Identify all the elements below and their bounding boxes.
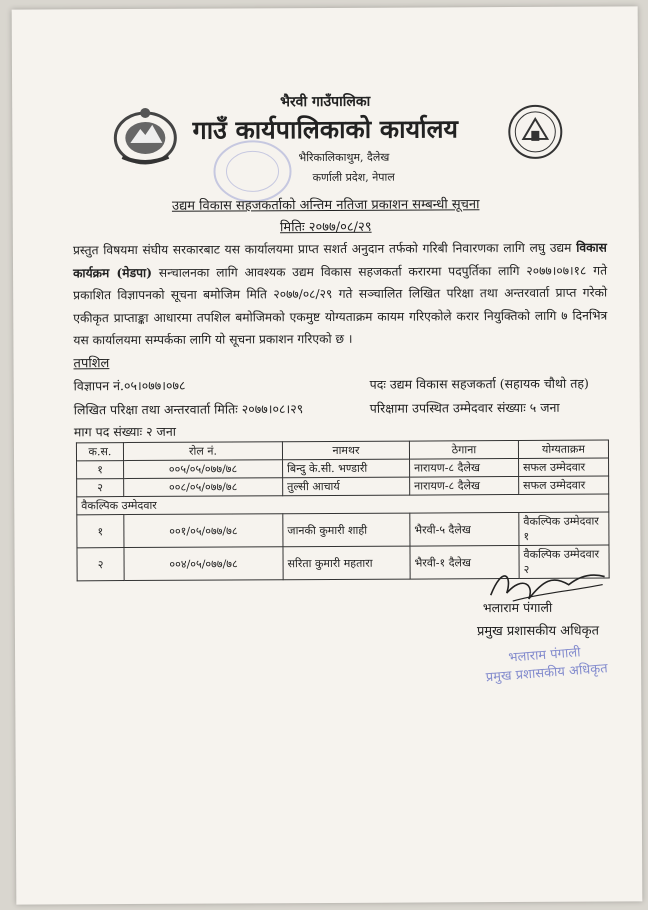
alt-candidates-label: वैकल्पिक उम्मेदवार (77, 494, 609, 515)
notice-subject: उद्यम विकास सहजकर्ताको अन्तिम नतिजा प्रकाशन सम्बन्धी सूचना (171, 197, 480, 214)
col-roll: रोल नं. (123, 442, 282, 461)
cell-roll: ००४/०५/०७७/७८ (124, 547, 283, 581)
cell-name: बिन्दु के.सी. भण्डारी (283, 459, 410, 478)
cell-sn: २ (77, 548, 124, 581)
cell-address: नारायण-८ दैलेख (410, 458, 519, 477)
cell-sn: २ (77, 479, 124, 497)
cell-roll: ००५/०५/०७७/७८ (124, 460, 283, 479)
address-line-1: भैरिकालिकाथुम, दैलेख (298, 150, 390, 165)
cell-roll: ००८/०५/०७७/७८ (124, 478, 283, 497)
cell-rank: वैकल्पिक उम्मेदवार १ (519, 512, 609, 545)
col-address: ठेगाना (409, 440, 518, 459)
col-rank: योग्यताक्रम (518, 440, 608, 458)
cell-address: नारायण-८ दैलेख (410, 476, 519, 495)
signatory-name: भलाराम पंगाली (482, 599, 553, 616)
cell-rank: वैकल्पिक उम्मेदवार २ (519, 545, 609, 578)
table-row (77, 512, 609, 548)
present-candidates: परिक्षामा उपस्थित उम्मेदवार संख्याः ५ जना (369, 399, 560, 416)
office-title: गाउँ कार्यपालिकाको कार्यालय (192, 114, 459, 145)
notice-paper (12, 6, 643, 904)
post-name: पदः उद्यम विकास सहजकर्ता (सहायक चौथो तह) (369, 375, 589, 392)
body-bold-program: विकास कार्यक्रम (मेडपा) (73, 240, 607, 280)
municipality-name: भैरवी गाउँपालिका (280, 93, 371, 111)
address-line-2: कर्णाली प्रदेश, नेपाल (312, 170, 395, 185)
notice-date: मितिः २०७७/०८/२९ (280, 219, 372, 236)
demand-count: माग पद संख्याः २ जना (73, 423, 177, 440)
col-name: नामथर (282, 441, 409, 460)
stamp-title: प्रमुख प्रशासकीय अधिकृत (485, 661, 609, 686)
body-text-2: सन्चालनका लागि आवश्यक उद्यम विकास सहजकर्ता करारमा पदपुर्तिका लागि २०७७।०७।१८ गते प्रकाशित विज्ञापनको सूचना बमोजिम मिति २०७७/०८/२९ गते सञ्चालित लिखित परिक्षा तथा अन्तरवार्ता प्राप्त गरेको एकीकृत प्राप्ताङ्का आधारमा तपशिल बमोजिमको एकमुष्ट योग्यताक्रम कायम गरिएकोले करार नियुक्तिको लागि ७ दिनभित्र यस कार्यालयमा सम्पर्कका लागि यो सूचना प्रकाशन गरिएको छ । (73, 263, 608, 348)
cell-name: तुल्सी आचार्य (283, 477, 410, 496)
cell-rank: सफल उम्मेदवार (519, 476, 609, 494)
stamp-name: भलाराम पंगाली (507, 645, 582, 666)
advert-number: विज्ञापन नं.०५।०७७।०७८ (73, 377, 186, 394)
cell-roll: ००१/०५/०७७/७८ (124, 514, 283, 548)
cell-sn: १ (77, 515, 124, 548)
exam-date: लिखित परिक्षा तथा अन्तरवार्ता मितिः २०७७।०८।२९ (73, 401, 304, 418)
notice-body (73, 237, 608, 353)
cell-address: भैरवी-१ दैलेख (410, 545, 519, 579)
details-heading: तपशिल (73, 356, 110, 372)
cell-address: भैरवी-५ दैलेख (410, 512, 519, 546)
col-sn: क.स. (76, 443, 123, 461)
cell-rank: सफल उम्मेदवार (519, 458, 609, 476)
official-stamp (484, 642, 608, 687)
cell-name: सरिता कुमारी महतारा (283, 546, 410, 580)
cell-name: जानकी कुमारी शाही (283, 513, 410, 547)
cell-sn: १ (77, 461, 124, 479)
signatory-title: प्रमुख प्रशासकीय अधिकृत (476, 623, 600, 640)
body-text-1: प्रस्तुत विषयमा संघीय सरकारबाट यस कार्यालयमा प्राप्त सशर्त अनुदान तर्फको गरिबी निवारणका लागि लघु उद्यम (72, 240, 577, 258)
